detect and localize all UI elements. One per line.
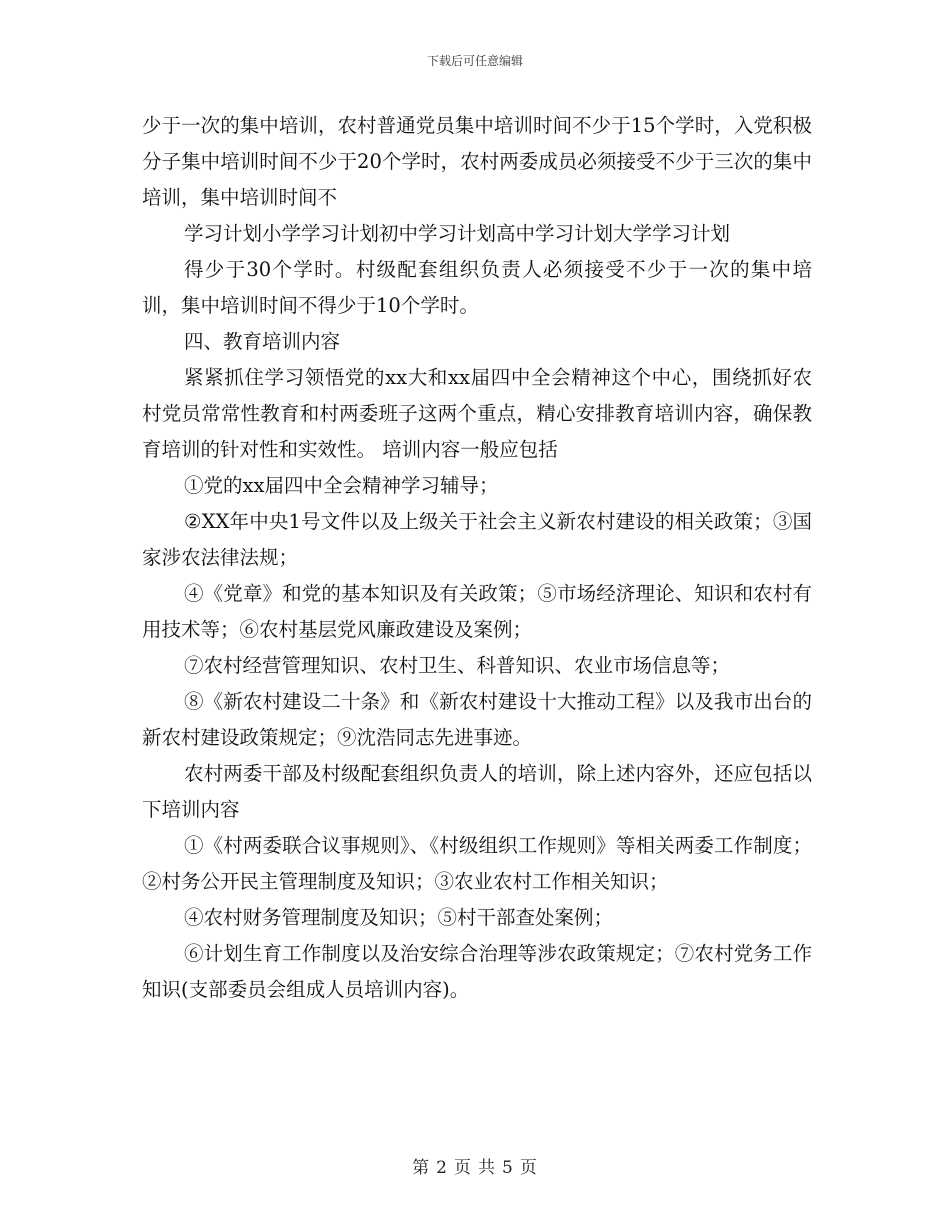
cadre-list-item-6: ⑥计划生育工作制度以及治安综合治理等涉农政策规定；⑦农村党务工作知识(支部委员会组成人员培训内容)。 <box>142 942 812 1001</box>
list-item-8: ⑧《新农村建设二十条》和《新农村建设十大推动工程》以及我市出台的新农村建设政策规定；⑨沈浩同志先进事迹。 <box>142 690 812 749</box>
list-item-7: ⑦农村经营管理知识、农村卫生、科普知识、农业市场信息等； <box>184 654 731 677</box>
paragraph-2: 学习计划小学学习计划初中学习计划高中学习计划大学学习计划 <box>184 222 731 245</box>
page-number: 2 <box>436 1158 448 1178</box>
document-body <box>142 108 812 1008</box>
footer-label-pre: 第 <box>412 1158 431 1178</box>
list-item-1: ①党的xx届四中全会精神学习辅导； <box>184 474 499 497</box>
cadre-list-item-4: ④农村财务管理制度及知识；⑤村干部查处案例； <box>184 906 614 929</box>
page-header: 下载后可任意编辑 <box>426 54 523 68</box>
paragraph-3: 得少于30个学时。村级配套组织负责人必须接受不少于一次的集中培训，集中培训时间不得少于10个学时。 <box>142 258 812 317</box>
footer-label-post: 页 <box>519 1158 538 1178</box>
page-footer <box>0 1153 950 1178</box>
paragraph-1: 少于一次的集中培训，农村普通党员集中培训时间不少于15个学时，入党积极分子集中培训时间不少于20个学时，农村两委成员必须接受不少于三次的集中培训，集中培训时间不 <box>142 114 812 209</box>
list-item-4: ④《党章》和党的基本知识及有关政策；⑤市场经济理论、知识和农村有用技术等；⑥农村基层党风廉政建设及案例； <box>142 582 812 641</box>
total-pages: 5 <box>502 1158 514 1178</box>
cadre-list-item-1: ①《村两委联合议事规则》、《村级组织工作规则》等相关两委工作制度；②村务公开民主管理制度及知识；③农业农村工作相关知识； <box>142 834 812 893</box>
paragraph-11: 农村两委干部及村级配套组织负责人的培训，除上述内容外，还应包括以下培训内容 <box>142 762 812 821</box>
footer-label-total: 共 <box>478 1158 496 1178</box>
paragraph-5: 紧紧抓住学习领悟党的xx大和xx届四中全会精神这个中心，围绕抓好农村党员常常性教育和村两委班子这两个重点，精心安排教育培训内容，确保教育培训的针对性和实效性。 培训内容一般应包括 <box>142 366 812 461</box>
list-item-2: ②XX年中央1号文件以及上级关于社会主义新农村建设的相关政策；③国家涉农法律法规； <box>142 510 812 569</box>
footer-label-mid: 页 <box>454 1158 472 1178</box>
section-heading: 四、教育培训内容 <box>184 330 341 353</box>
